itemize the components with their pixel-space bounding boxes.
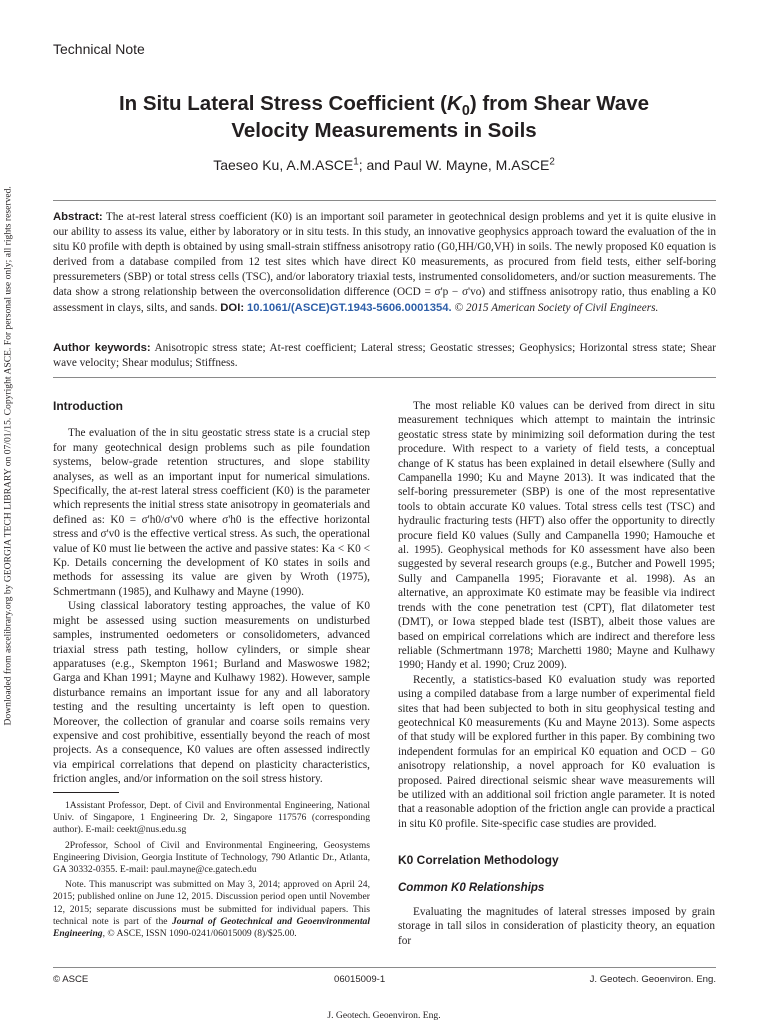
abstract-label: Abstract: [53,211,103,223]
footnote-2: 2Professor, School of Civil and Environmental Engineering, Geosystems Engineering Division, Georgia Institute of Technology, 790 Atlantic Dr., Atlanta, GA 30332-0355. E-mail: paul.mayne@ce.gatech.edu [53,839,370,876]
right-paragraph-2: Recently, a statistics-based K0 evaluation study was reported using a compiled database from a large number of experimental field sites that had been subjected to both in situ geophysical testing and geotechnical K0 measurements (Ku and Mayne 2013). Some aspects of that study will be explored further in this paper. By combining two independent formulas for an empirical K0 equation and OCD − G0 anisotropy relationship, a novel approach for K0 evaluation is proposed. Paired directional seismic shear wave measurements will be utilized with an additional soil friction angle parameter. It is noted that a reasonable adoption of the friction angle can provide a practical in situ K0 profile. Site-specific case studies are provided. [398,673,715,830]
intro-paragraph-2: Using classical laboratory testing approaches, the value of K0 might be assessed using suction measurements on undisturbed samples, instrumented oedometers or consolidometers, advanced triaxial stress path testing, hollow cylinders, or simple shear apparatuses (e.g., Skempton 1961; Burland and Maswoswe 1982; Garga and Khan 1991; Mayne and Kulhawy 1982). However, sample disturbance remains an important issue for any and all laboratory testing and the resulting uncertainty is left open to question. Moreover, the collection of granular and coarse soils remains very expensive and cost prohibitive, essentially beyond the reach of most projects. As a consequence, K0 values are often assessed indirectly via empirical correlations that depend on plasticity characteristics, friction angles, and/or information on the soil stress history. [53,600,370,786]
footer-citation: J. Geotech. Geoenviron. Eng. [327,1010,441,1021]
abstract-top-rule [53,200,716,201]
intro-paragraph-1: The evaluation of the in situ geostatic stress state is a crucial step for many geotechnical design problems such as pile foundation systems, below-grade retention structures, and slope stability analyses, as well as an important input for numerical simulations. Specifically, the at-rest lateral stress coefficient (K0) is the parameter which represents the initial stress state anisotropy in geomaterials and defined as: K0 = σ'h0/σ'v0 where σ'h0 is the effective horizontal stress and σ'v0 is the effective vertical stress. As such, the operational value of K0 must lie between the active and passive states: Ka < K0 < Kp. Details concerning the development of K0 states in soils and methods for assessing its value are given by Wroth (1975), Schmertmann (1985), and Kulhawy and Mayne (1990). [53,427,370,598]
author-2-mark: 2 [549,156,555,168]
author-line [30,157,738,173]
common-relationships-subheading: Common K0 Relationships [398,881,545,894]
title-k-sub: 0 [461,103,470,120]
abstract-bottom-rule [53,377,716,378]
journal-name: Journal of Geotechnical and Geoenvironmental Engineering [53,915,371,940]
submission-note [53,879,370,940]
doi-label: DOI: [220,301,245,314]
footnote-divider [53,792,119,793]
right-column [398,399,715,948]
title-line-2: Velocity Measurements in Soils [231,119,537,142]
right-paragraph-3: Evaluating the magnitudes of lateral stresses imposed by grain storage in tall silos in consideration of plasticity theory, an equation for [398,906,715,947]
submission-note-text: Note. This manuscript was submitted on May 3, 2014; approved on April 24, 2015; published online on June 12, 2015. Discussion period open until November 12, 2015; separate discussions must be submitted for individual papers. This technical note is part of the [53,879,370,927]
paper-title [30,90,738,144]
doi-link[interactable]: 10.1061/(ASCE)GT.1943-5606.0001354. [246,301,452,314]
footer-journal: J. Geotech. Geoenviron. Eng. [589,974,716,985]
download-watermark: Downloaded from ascelibrary.org by GEORGIA TECH LIBRARY on 07/01/15. Copyright ASCE. For personal use only; all rights reserved. [2,186,14,726]
keywords-text: Anisotropic stress state; At-rest coefficient; Lateral stress; Geostatic stresses; Geophysics; Horizontal stress state; Shear wave velocity; Shear modulus; Stiffness. [53,342,716,370]
footnotes [53,800,370,943]
author-1-mark: 1 [353,156,359,168]
left-column [53,399,370,787]
keywords-block [53,341,716,371]
abstract-block [53,210,716,316]
author-1: Taeseo Ku, A.M.ASCE [213,157,354,173]
article-type-label: Technical Note [53,41,145,57]
title-k: K [447,92,462,115]
footer-rule [53,967,716,968]
title-part-1: In Situ Lateral Stress Coefficient ( [118,92,448,115]
copyright-notice: © 2015 American Society of Civil Engineers. [454,301,659,314]
title-part-2: ) from Shear Wave [469,92,650,115]
footer-page-id: 06015009-1 [334,974,386,985]
footer-publisher: © ASCE [53,974,89,985]
keywords-label: Author keywords: [53,342,151,354]
author-2: ; and Paul W. Mayne, M.ASCE [358,157,550,173]
right-paragraph-1: The most reliable K0 values can be derived from direct in situ measurement techniques which attempt to maintain the intrinsic geostatic stress state by minimizing soil deformation during the test procedure. With respect to a variety of field tests, a conceptual change of K status has been explained in detail elsewhere (Sully and Campanella 1990; Ku and Mayne 2013). It was indicated that the self-boring pressuremeter (SBP) is one of the most representative tools to obtain accurate K0 values. Total stress cells test (TSC) and hydraulic fracturing tests (HFT) also offer the opportunity to directly procure field K0 values (Sully and Campanella 1990; Hamouche et al. 1995). Geophysical methods for K0 assessment have also been suggested by several research groups (e.g., Butcher and Powell 1995; Sully and Campanella 1995; Fioravante et al. 1998). As an alternative, an approximate K0 estimate may be feasible via indirect trends with the cone penetration test (CPT), flat dilatometer test (DMT), or Iowa stepped blade test (ISBT), albeit those values are based on empirical correlations which are indirect and therefore less reliable (Schmertmann 1978; Marchetti 1980; Mayne and Kulhawy 1990; Handy et al. 1990; Cruz 2009). [398,400,715,672]
issn-text: , © ASCE, ISSN 1090-0241/06015009 (8)/$25.00. [102,928,297,940]
introduction-heading: Introduction [53,399,123,413]
footnote-1: 1Assistant Professor, Dept. of Civil and Environmental Engineering, National Univ. of Singapore, 1 Engineering Dr. 2, Singapore 117576 (corresponding author). E-mail: ceekt@nus.edu.sg [53,800,370,836]
abstract-text: The at-rest lateral stress coefficient (K0) is an important soil parameter in geotechnical design problems and yet it is quite elusive in our ability to assess its value, either by laboratory or in situ tests. In this study, an innovative geophysics approach toward the evaluation of the in situ K0 profile with depth is obtained by using small-strain stiffness anisotropy ratio (G0,HH/G0,VH) in soils. The newly proposed K0 equation is derived from a database compiled from 12 test sites which have direct K0 measurements, as procured from field tests, either self-boring pressuremeters (SBP) or total stress cells (TSC), and/or laboratory triaxial tests, instrumented consolidometers, and/or suction measurements. The data show a strong relationship between the overconsolidation difference (OCD = σ'p − σ'vo) and stiffness anisotropy ratio, thus enabling a K0 assessment in clays, silts, and sands. [53,211,716,314]
methodology-heading: K0 Correlation Methodology [398,853,559,868]
